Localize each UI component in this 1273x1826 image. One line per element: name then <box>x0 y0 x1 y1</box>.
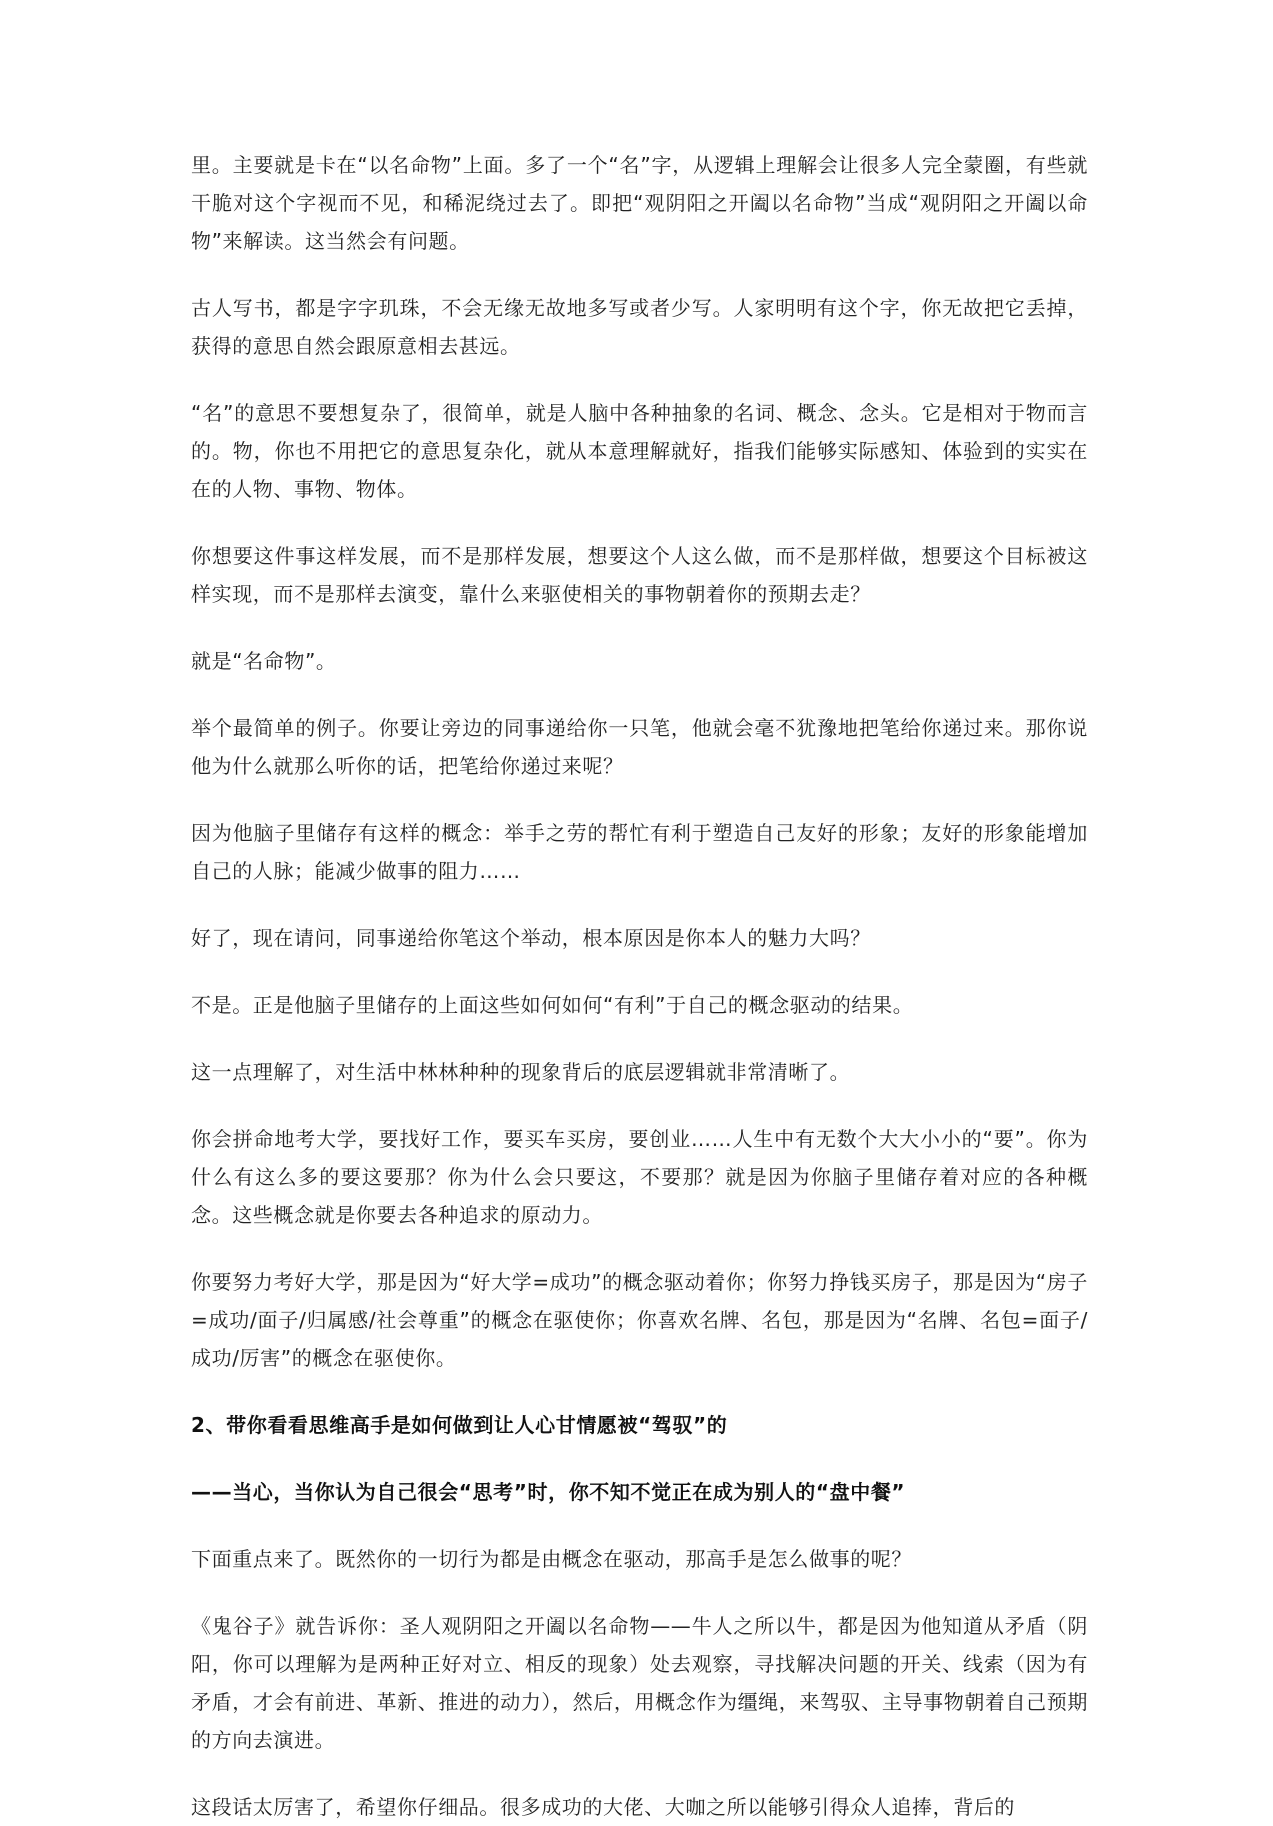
paragraph: 就是“名命物”。 <box>191 649 337 673</box>
paragraph: 你会拼命地考大学，要找好工作，要买车买房，要创业……人生中有无数个大大小小的“要”。你为什么有这么多的要这要那？你为什么会只要这，不要那？就是因为你脑子里储存着对应的各种概念。这些概念就是你要去各种追求的原动力。 <box>191 1127 1088 1227</box>
paragraph: 不是。正是他脑子里储存的上面这些如何如何“有利”于自己的概念驱动的结果。 <box>191 993 914 1017</box>
paragraph: 因为他脑子里储存有这样的概念：举手之劳的帮忙有利于塑造自己友好的形象；友好的形象能增加自己的人脉；能减少做事的阻力…… <box>191 821 1088 883</box>
paragraph: 这段话太厉害了，希望你仔细品。很多成功的大佬、大咖之所以能够引得众人追捧，背后的 <box>191 1795 1015 1819</box>
paragraph: 好了，现在请问，同事递给你笔这个举动，根本原因是你本人的魅力大吗？ <box>191 926 871 950</box>
paragraph: 下面重点来了。既然你的一切行为都是由概念在驱动，那高手是怎么做事的呢？ <box>191 1547 912 1571</box>
document-body <box>191 146 1088 1826</box>
paragraph: “名”的意思不要想复杂了，很简单，就是人脑中各种抽象的名词、概念、念头。它是相对于物而言的。物，你也不用把它的意思复杂化，就从本意理解就好，指我们能够实际感知、体验到的实实在在的人物、事物、物体。 <box>191 401 1088 501</box>
paragraph: 你要努力考好大学，那是因为“好大学=成功”的概念驱动着你；你努力挣钱买房子，那是因为“房子=成功/面子/归属感/社会尊重”的概念在驱使你；你喜欢名牌、名包，那是因为“名牌、名包=面子/成功/厉害”的概念在驱使你。 <box>191 1270 1088 1370</box>
paragraph: 你想要这件事这样发展，而不是那样发展，想要这个人这么做，而不是那样做，想要这个目标被这样实现，而不是那样去演变，靠什么来驱使相关的事物朝着你的预期去走？ <box>191 544 1088 606</box>
paragraph: 《鬼谷子》就告诉你：圣人观阴阳之开阖以名命物——牛人之所以牛，都是因为他知道从矛盾（阴阳，你可以理解为是两种正好对立、相反的现象）处去观察，寻找解决问题的开关、线索（因为有矛盾，才会有前进、革新、推进的动力），然后，用概念作为缰绳，来驾驭、主导事物朝着自己预期的方向去演进。 <box>191 1614 1088 1752</box>
paragraph: 举个最简单的例子。你要让旁边的同事递给你一只笔，他就会毫不犹豫地把笔给你递过来。那你说他为什么就那么听你的话，把笔给你递过来呢？ <box>191 716 1088 778</box>
section-heading: 2、带你看看思维高手是如何做到让人心甘情愿被“驾驭”的 <box>191 1413 728 1437</box>
paragraph: 这一点理解了，对生活中林林种种的现象背后的底层逻辑就非常清晰了。 <box>191 1060 851 1084</box>
section-subheading: ——当心，当你认为自己很会“思考”时，你不知不觉正在成为别人的“盘中餐” <box>191 1480 906 1504</box>
paragraph: 古人写书，都是字字玑珠，不会无缘无故地多写或者少写。人家明明有这个字，你无故把它丢掉，获得的意思自然会跟原意相去甚远。 <box>191 296 1088 358</box>
paragraph: 里。主要就是卡在“以名命物”上面。多了一个“名”字，从逻辑上理解会让很多人完全蒙圈，有些就干脆对这个字视而不见，和稀泥绕过去了。即把“观阴阳之开阖以名命物”当成“观阴阳之开阖以命物”来解读。这当然会有问题。 <box>191 153 1088 253</box>
